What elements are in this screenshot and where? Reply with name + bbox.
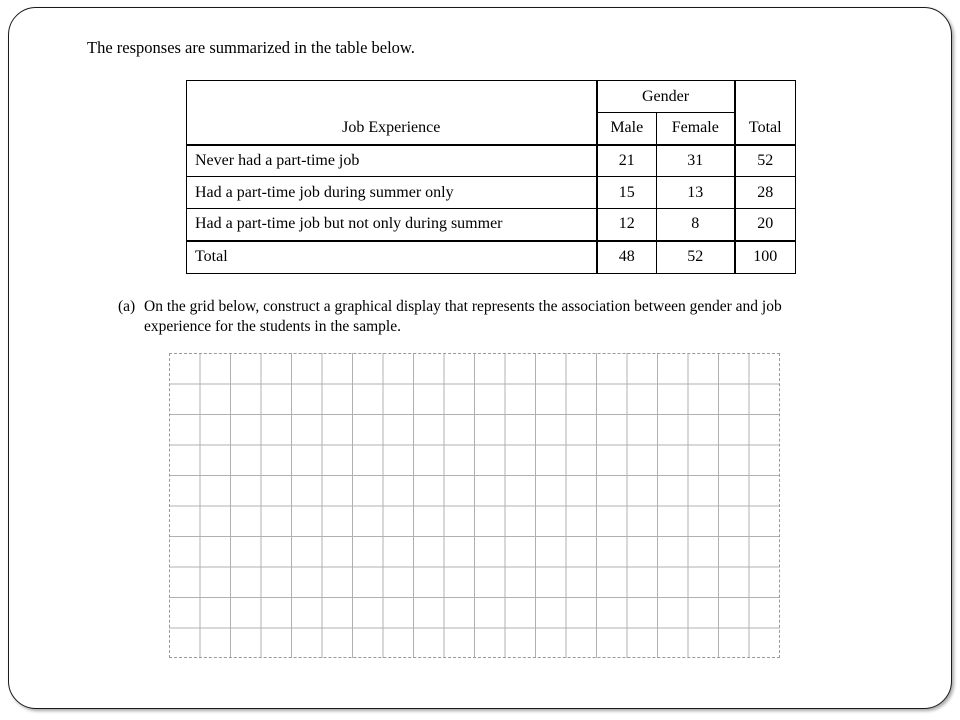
cell-male: 12 [597, 209, 657, 241]
question-label: (a) [118, 298, 136, 315]
cell-total: 28 [735, 177, 796, 209]
table-header-row-2 [187, 113, 796, 145]
cell-female: 31 [657, 145, 735, 177]
header-blank-total [735, 81, 796, 113]
total-row [187, 241, 796, 274]
header-blank-cell [187, 81, 597, 113]
table-row [187, 177, 796, 209]
total-label: Total [187, 241, 597, 274]
col-male-header: Male [597, 113, 657, 145]
cell-male: 15 [597, 177, 657, 209]
row-label: Had a part-time job but not only during summer [187, 209, 597, 241]
table-row [187, 145, 796, 177]
job-experience-header: Job Experience [187, 113, 597, 145]
row-label: Had a part-time job during summer only [187, 177, 597, 209]
question-text: On the grid below, construct a graphical display that represents the association between gender and job experience for the students in the sample. [144, 298, 782, 335]
total-total: 100 [735, 241, 796, 274]
col-female-header: Female [657, 113, 735, 145]
total-female: 52 [657, 241, 735, 274]
answer-grid[interactable] [169, 353, 780, 658]
table-header-row-1 [187, 81, 796, 113]
cell-female: 8 [657, 209, 735, 241]
col-total-header: Total [735, 113, 796, 145]
cell-female: 13 [657, 177, 735, 209]
total-male: 48 [597, 241, 657, 274]
cell-total: 52 [735, 145, 796, 177]
cell-total: 20 [735, 209, 796, 241]
cell-male: 21 [597, 145, 657, 177]
row-label: Never had a part-time job [187, 145, 597, 177]
summary-table [186, 80, 796, 274]
gender-header: Gender [597, 81, 735, 113]
intro-text: The responses are summarized in the table below. [87, 38, 415, 57]
table-row [187, 209, 796, 241]
